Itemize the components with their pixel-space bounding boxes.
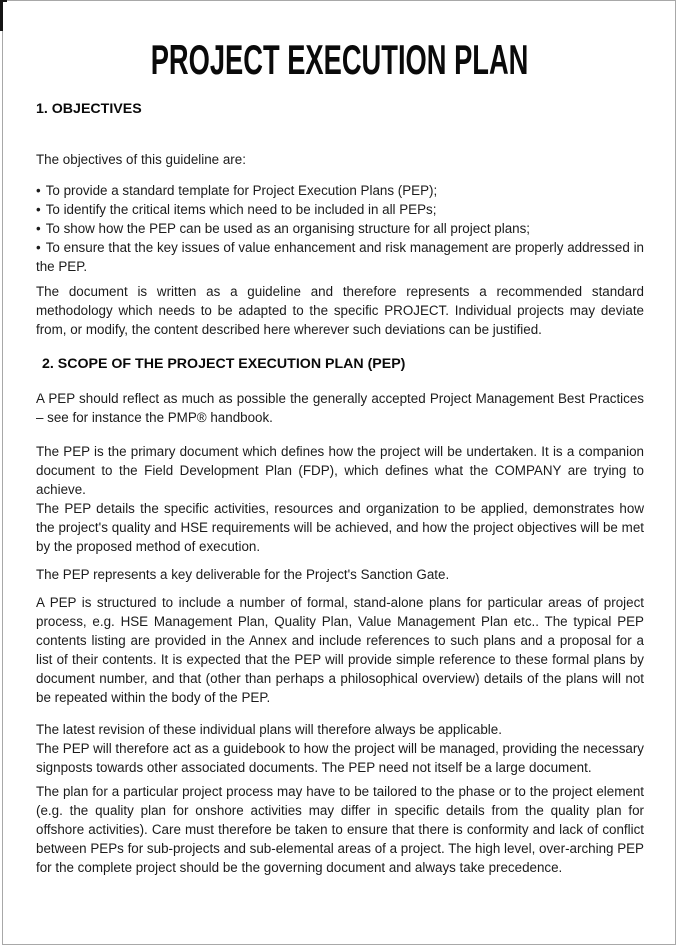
bullet-item (36, 181, 644, 200)
bullet-item-text: To show how the PEP can be used as an organising structure for all project plans; (45, 221, 531, 236)
scope-paragraph: The PEP details the specific activities, resources and organization to be applied, demonstrates how the project's quality and HSE requirements will be achieved, and how the project objectives will be met by the proposed method of execution. (36, 501, 644, 554)
scan-corner-artifact (0, 0, 3, 31)
bullet-icon: • (36, 183, 41, 198)
bullet-item-text: To identify the critical items which need to be included in all PEPs; (45, 202, 437, 217)
scope-paragraph: The latest revision of these individual plans will therefore always be applicable. (36, 722, 502, 737)
scope-paragraph: A PEP is structured to include a number of formal, stand-alone plans for particular areas of project process, e.g. HSE Management Plan, Quality Plan, Value Management Plan etc.. The typical PEP contents listing are provided in the Annex and include references to such plans and a proposal for a list of their contents. It is expected that the PEP will provide simple reference to these formal plans by document number, and that (other than perhaps a philosophical overview) details of the plans will not be repeated within the body of the PEP. (36, 595, 644, 705)
scope-paragraph: The plan for a particular project process may have to be tailored to the phase or to the project element (e.g. the quality plan for onshore activities may differ in specific details from the quality plan for offshore activities). Care must therefore be taken to ensure that there is conformity and lack of conflict between PEPs for sub-projects and sub-elemental areas of a project. The high level, over-arching PEP for the complete project should be the governing document and always take precedence. (36, 784, 644, 875)
bullet-item (36, 200, 644, 219)
scope-paragraph: The PEP will therefore act as a guidebook to how the project will be managed, providing the necessary signposts towards other associated documents. The PEP need not itself be a large document. (36, 741, 644, 775)
document-page (2, 0, 676, 945)
scope-paragraph: A PEP should reflect as much as possible the generally accepted Project Management Best Practices – see for instance the PMP® handbook. (36, 391, 644, 425)
objectives-bullet-list (36, 181, 644, 276)
scope-paragraph: The PEP is the primary document which defines how the project will be undertaken. It is a companion document to the Field Development Plan (FDP), which defines what the COMPANY are trying to achieve. (36, 444, 644, 497)
bullet-item (36, 219, 644, 238)
section-heading-objectives: 1. OBJECTIVES (36, 101, 142, 117)
document-title (36, 36, 644, 83)
section-heading-scope: 2. SCOPE OF THE PROJECT EXECUTION PLAN (PEP) (42, 356, 406, 372)
bullet-icon: • (36, 221, 41, 236)
bullet-item-text: To ensure that the key issues of value enhancement and risk management are properly addressed in the PEP. (36, 240, 644, 274)
objectives-intro: The objectives of this guideline are: (36, 152, 246, 167)
bullet-item-text: To provide a standard template for Project Execution Plans (PEP); (45, 183, 438, 198)
bullet-icon: • (36, 240, 41, 255)
objectives-closing-paragraph: The document is written as a guideline and therefore represents a recommended standard methodology which needs to be adapted to the specific PROJECT. Individual projects may deviate from, or modify, the content described here wherever such deviations can be justified. (36, 284, 644, 337)
document-title-text: PROJECT EXECUTION PLAN (151, 36, 529, 83)
scope-paragraph: The PEP represents a key deliverable for the Project's Sanction Gate. (36, 567, 450, 582)
bullet-icon: • (36, 202, 41, 217)
bullet-item (36, 238, 644, 276)
